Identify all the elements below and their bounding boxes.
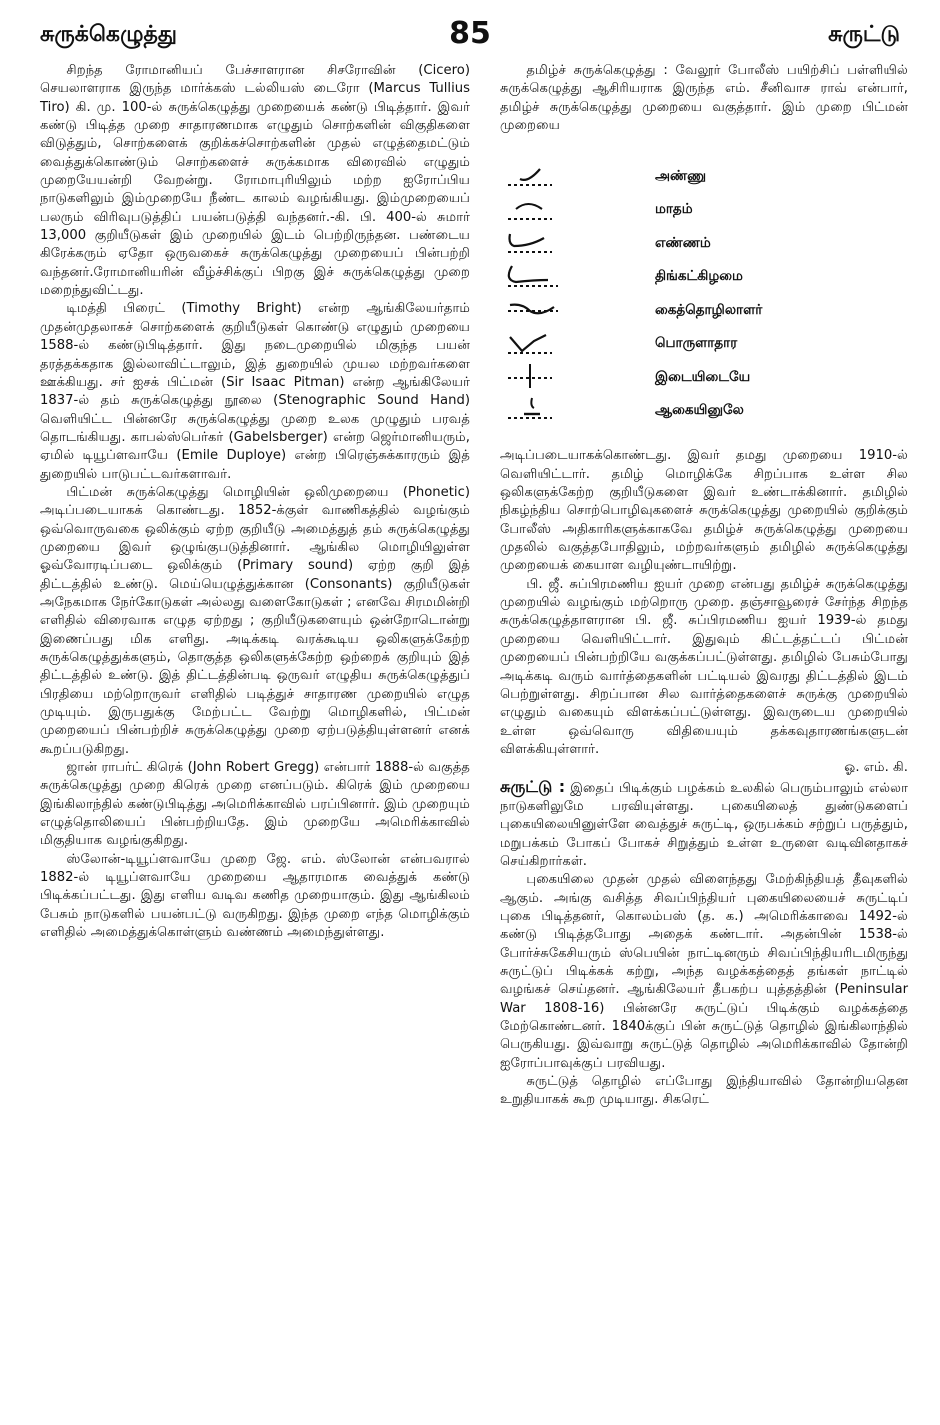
- anna-sign-icon: [500, 161, 655, 191]
- left-column: [40, 62, 470, 943]
- symbol-label: பொருளாதார: [655, 335, 738, 352]
- author-signature: ஓ. எம். கி.: [844, 760, 908, 776]
- kaithozhil-sign-icon: [500, 295, 655, 325]
- right-column: [500, 62, 908, 1110]
- paragraph: சுருட்டுத் தொழில் எப்போது இந்தியாவில் தோன்றியதென உறுதியாகக் கூற முடியாது. சிகரெட்: [500, 1074, 908, 1108]
- symbol-row: [500, 193, 908, 227]
- symbol-label: எண்ணம்: [655, 234, 711, 251]
- entry-text: இதைப் பிடிக்கும் பழக்கம் உலகில் பெரும்பாலும் எல்லா நாடுகளிலுமே பரவியுள்ளது. புகையிலைத் துண்டுகளைப் புகையிலையினுள்ளே வைத்துச் சுருட்டி, ஒருபக்கம் சற்றுப் பருத்தும், மறுபக்கம் போகப் போகச் சிறுத்தும் உள்ள உருளை வடிவினதாகச் செய்கிறார்கள்.: [500, 780, 908, 869]
- paragraph: பி. ஜீ. சுப்பிரமணிய ஐயர் முறை என்பது தமிழ்ச் சுருக்கெழுத்து முறையில் வழங்கும் மற்றொரு முறை. தஞ்சாவூரைச் சேர்ந்த சிறந்த சுருக்கெழுத்தாளரான பி. ஜீ. சுப்பிரமணிய ஐயர் 1939-ல் தமது முறையை வெளியிட்டார். இதுவும் கிட்டத்தட்டப் பிட்மன் முறையைப் பின்பற்றியே வகுக்கப்பட்டுள்ளது. தமிழில் பேசும்போது அடிக்கடி வரும் வார்த்தைகளின் பட்டியல் இவரது திட்டத்தில் இடம் பெற்றுள்ளது. சிறப்பான சில வார்த்தைகளைச் சுருக்கு முறையில் எழுதும் வகையும் விளக்கப்பட்டுள்ளது. இவருடைய முறையில் உள்ள ஒவ்வொரு விதியையும் தக்கவுதாரணங்களுடன் விளக்கியுள்ளார்.: [500, 576, 908, 757]
- porulathara-sign-icon: [500, 329, 655, 359]
- entry-title: சுருட்டு :: [500, 776, 566, 796]
- paragraph: அடிப்படையாகக்கொண்டது. இவர் தமது முறையை 1910-ல் வெளியிட்டார். தமிழ் மொழிக்கே சிறப்பாக உள்ள சில ஒலிகளுக்கேற்ற குறியீடுகளை இவர் உண்டாக்கினார். தமிழில் நிகழ்ந்திய சொற்பொழிவுகளைச் சுருக்கெழுத்து முறையில் குறிக்கும் போலீஸ் அதிகாரிகளுக்காகவே தமிழ்ச் சுருக்கெழுத்து முறையை முதலில் வகுத்தபோதிலும், மற்றவர்களும் தமிழில் சுருக்கெழுத்து முறையைக் கையாள வழியுண்டாயிற்று.: [500, 448, 908, 574]
- symbol-row: [500, 260, 908, 294]
- entry-paragraph: [500, 778, 908, 872]
- thingal-sign-icon: [500, 262, 655, 292]
- paragraph: சிறந்த ரோமானியப் பேச்சாளரான சிசரோவின் (Cicero) செயலாளராக இருந்த மார்க்கஸ் டல்லியஸ் டைரோ (Marcus Tullius Tiro) கி. மு. 100-ல் சுருக்கெழுத்து முறையைக் கண்டு பிடித்தார். இவர் கண்டு பிடித்த முறை சாதாரணமாக எழுதும் சொற்களின் விகுதிகளை விடுத்தும், சொற்களைக் குறிக்கச்சொற்களின் முதல் எழுத்தைமட்டும் வைத்துக்கொண்டும் சொற்களைச் சுருக்கமாக விரைவில் எழுதும் முறையேயன்றி வேறன்று. ரோமாபுரியிலும் மற்ற ஐரோப்பிய நாடுகளிலும் இம்முறையே நீண்ட காலம் வழங்கியது. இம்முறையைப் பலரும் விரிவுபடுத்திப் பயன்படுத்தி வந்தனர்.-கி. பி. 400-ல் சுமார் 13,000 குறியீடுகள் இம் முறையில் இடம் பெற்றிருந்தன. பண்டைய கிரேக்கரும் ஏதோ ஒருவகைச் சுருக்கெழுத்து முறையைப் பின்பற்றி வந்தனர்.ரோமானியரின் வீழ்ச்சிக்குப் பிறகு இச் சுருக்கெழுத்து முறை மறைந்துவிட்டது.: [40, 63, 470, 299]
- running-head-left: சுருக்கெழுத்து: [40, 22, 177, 47]
- paragraph: டிமத்தி பிரைட் (Timothy Bright) என்ற ஆங்கிலேயர்தாம் முதன்முதலாகச் சொற்களைக் குறியீடுகள் கொண்டு எழுதும் முறையை 1588-ல் கண்டுபிடித்தார். இது நடைமுறையில் மிகுந்த பயன் தரத்தக்கதாக இல்லாவிட்டாலும், இத் துறையில் முயல மற்றவர்களை ஊக்கியது. சர் ஐசக் பிட்மன் (Sir Isaac Pitman) என்ற ஆங்கிலேயர் 1837-ல் தம் சுருக்கெழுத்து நூலை (Stenographic Sound Hand) வெளியிட்ட பின்னரே சுருக்கெழுத்து முறை உலக முழுதும் பரவத் தொடங்கியது. காபல்ஸ்பெர்கர் (Gabelsberger) என்ற ஜெர்மானியரும், ஏமில் டியூப்ளவாயே (Emile Duploye) என்ற பிரெஞ்சுக்காரரும் இத் துறையில் பாடுபட்டவர்களாவர்.: [40, 301, 470, 482]
- paragraph: புகையிலை முதன் முதல் விளைந்தது மேற்கிந்தியத் தீவுகளில் ஆகும். அங்கு வசித்த சிவப்பிந்தியர் புகையிலையைச் சுருட்டிப் புகை பிடித்தனர், கொலம்பஸ் (த. க.) அமெரிக்காவை 1492-ல் கண்டு பிடித்தபோது அதைக் கண்டார். அதன்பின் 1538-ல் போர்ச்சுகேசியரும் ஸ்பெயின் நாட்டினரும் சிவப்பிந்தியரிடமிருந்து சுருட்டுப் பிடிக்கக் கற்று, அந்த வழக்கத்தைத் தங்கள் நாட்டில் வழங்கச் செய்தனர். ஆங்கிலேயர் தீபகற்ப யுத்தத்தின் (Peninsular War 1808-16) பின்னரே சுருட்டுப் பிடிக்கும் வழக்கத்தை மேற்கொண்டனர். 1840க்குப் பின் சுருட்டுத் தொழில் இங்கிலாந்தில் பெருகியது. இவ்வாறு சுருட்டுத் தொழில் அமெரிக்காவில் தோன்றி ஐரோப்பாவுக்குப் பரவியது.: [500, 872, 908, 1071]
- idaiyidaiye-sign-icon: [500, 362, 655, 392]
- symbol-label: அண்ணு: [655, 167, 707, 184]
- symbol-label: திங்கட்கிழமை: [655, 268, 743, 285]
- maatham-sign-icon: [500, 195, 655, 225]
- paragraph: பிட்மன் சுருக்கெழுத்து மொழியின் ஒலிமுறையை (Phonetic) அடிப்படையாகக் கொண்டது. 1852-க்குள் வாணிகத்தில் வழங்கும் ஒவ்வொருவகை ஒலிக்கும் ஏற்ற குறியீடு அமைத்துத் தம் சுருக்கெழுத்து முறையை இவர் ஒழுங்குபடுத்தினார். ஆங்கில மொழியிலுள்ள ஓவ்வோரடிப்படை ஒலிக்கும் (Primary sound) ஏற்ற குறி இத் திட்டத்தில் உண்டு. மெய்யெழுத்துக்கான (Consonants) குறியீடுகள் அநேகமாக நேர்கோடுகள் அல்லது வளைகோடுகள் ; எனவே சிரமமின்றி எளிதில் விரைவாக எழுத ஏற்றது ; குறியீடுகளையும் ஒன்றோடொன்று இணைப்பது மிக எளிது. அடிக்கடி வரக்கூடிய ஒலிகளுக்கேற்ற சுருக்கெழுத்துக்களும், தொகுத்த ஒலிகளுக்கேற்ற ஒற்றைக் குறியும் இத் திட்டத்தில் உண்டு. இத் திட்டத்தின்படி ஒருவர் எழுதிய சுருக்கெழுத்துப் பிரதியை மற்றொருவர் எளிதில் படித்துச் சாதாரண முறையில் எழுத முடியும். இருபதுக்கு மேற்பட்ட வேற்று மொழிகளில், பிட்மன் முறையைப் பின்பற்றிச் சுருக்கெழுத்து முறை ஏற்படுத்தியுள்ளனர் எனக் கூறப்படுகிறது.: [40, 484, 470, 757]
- tamil-shorthand-intro: தமிழ்ச் சுருக்கெழுத்து : வேலூர் போலீஸ் பயிற்சிப் பள்ளியில் சுருக்கெழுத்து ஆசிரியராக இருந்த எம். சீனிவாச ராவ் என்பார், தமிழ்ச் சுருக்கெழுத்து முறையை வகுத்தார். இம் முறை பிட்மன் முறையை: [500, 63, 908, 134]
- symbol-label: மாதம்: [655, 201, 693, 218]
- symbol-label: கைத்தொழிலாளர்: [655, 301, 763, 318]
- shorthand-symbol-table: [500, 159, 908, 427]
- page-number: 85: [449, 16, 491, 51]
- symbol-row: [500, 327, 908, 361]
- symbol-row: [500, 293, 908, 327]
- symbol-row: [500, 226, 908, 260]
- symbol-label: ஆகையினுலே: [655, 402, 744, 419]
- symbol-row: [500, 360, 908, 394]
- aagaiyinaale-sign-icon: [500, 396, 655, 426]
- paragraph: ஜான் ராபர்ட் கிரெக் (John Robert Gregg) என்பார் 1888-ல் வகுத்த சுருக்கெழுத்து முறை கிரெக் முறை எனப்படும். கிரெக் இம் முறையை இங்கிலாந்தில் கண்டுபிடித்து அமெரிக்காவில் பரப்பினார். இம் முறையும் எழுத்தொலியைப் பின்பற்றியதே. இம் முறையே அமெரிக்காவில் மிகுதியாக வழங்குகிறது.: [40, 760, 470, 849]
- paragraph: ஸ்லோன்-டியூப்ளவாயே முறை ஜே. எம். ஸ்லோன் என்பவரால் 1882-ல் டியூப்ளவாயே முறையை ஆதாரமாக வைத்துக் கண்டு பிடிக்கப்பட்டது. இது எளிய வடிவ கணித முறையாகும். இது ஆங்கிலம் பேசும் நாடுகளில் பயன்பட்டு வருகிறது. இந்த முறை எந்த மொழிக்கும் எளிதில் அமைத்துக்கொள்ளும் வண்ணம் அமைந்துள்ளது.: [40, 851, 470, 941]
- symbol-row: [500, 394, 908, 428]
- running-head-right: சுருட்டு: [828, 22, 900, 47]
- ennam-sign-icon: [500, 228, 655, 258]
- symbol-label: இடையிடையே: [655, 368, 751, 385]
- page-header: [0, 0, 940, 70]
- symbol-row: [500, 159, 908, 193]
